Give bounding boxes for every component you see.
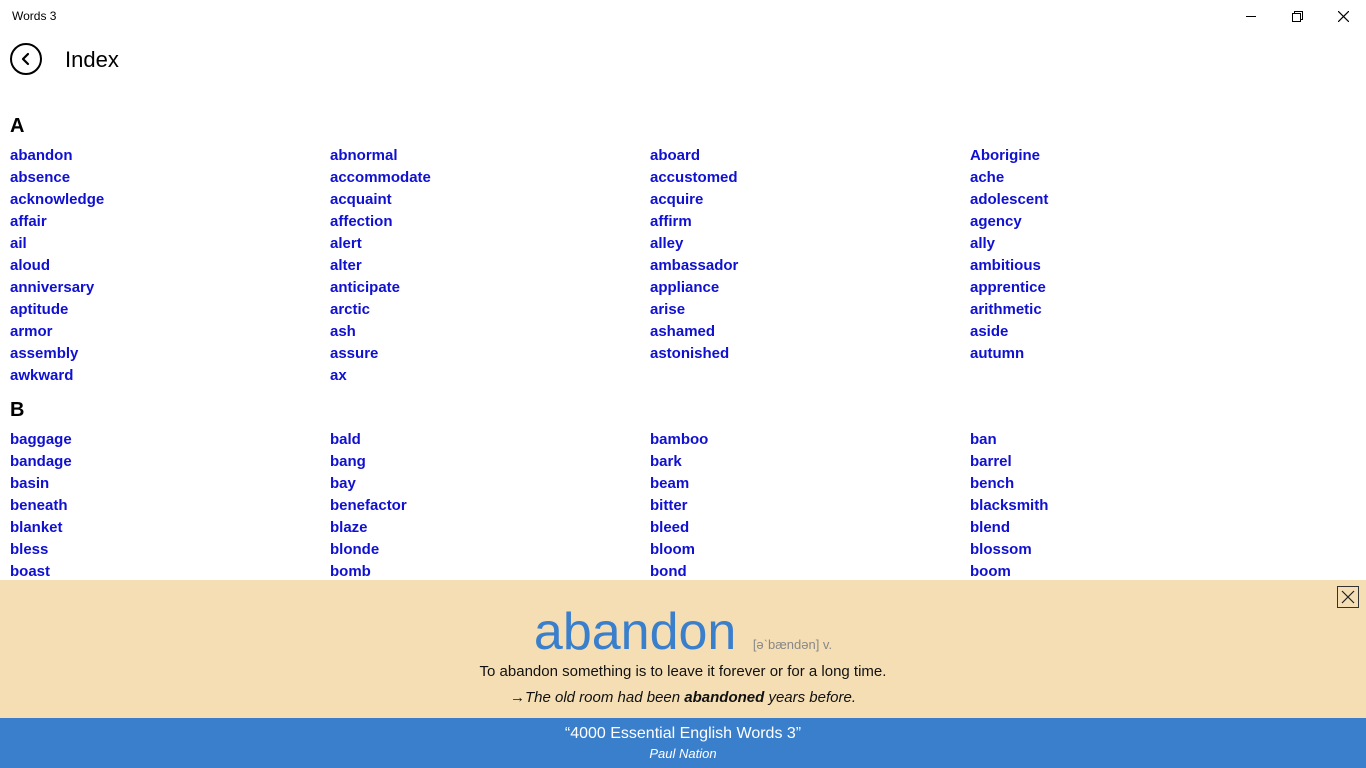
word-link[interactable]: bleed bbox=[650, 519, 690, 536]
definition-word: abandon bbox=[533, 603, 737, 661]
word-link[interactable]: alert bbox=[330, 235, 362, 252]
word-link[interactable]: acknowledge bbox=[10, 191, 105, 208]
word-link[interactable]: bald bbox=[330, 431, 361, 448]
word-link[interactable]: aboard bbox=[650, 147, 701, 164]
word-link[interactable]: baggage bbox=[10, 431, 72, 448]
example-text-after: years before. bbox=[764, 689, 856, 706]
book-title: “4000 Essential English Words 3” bbox=[564, 725, 802, 742]
word-link[interactable]: boast bbox=[10, 563, 51, 580]
word-link[interactable]: bench bbox=[970, 475, 1015, 492]
word-link[interactable]: ash bbox=[330, 323, 356, 340]
word-link[interactable]: benefactor bbox=[330, 497, 407, 514]
word-link[interactable]: aloud bbox=[10, 257, 50, 274]
word-link[interactable]: blonde bbox=[330, 541, 380, 558]
book-author: Paul Nation bbox=[649, 746, 717, 761]
word-link[interactable]: adolescent bbox=[970, 191, 1049, 208]
word-link[interactable]: ache bbox=[970, 169, 1005, 186]
close-icon bbox=[1338, 11, 1349, 22]
back-button[interactable] bbox=[10, 43, 42, 75]
close-button[interactable] bbox=[1320, 0, 1366, 32]
page-title: Index bbox=[65, 47, 119, 72]
word-link[interactable]: bandage bbox=[10, 453, 72, 470]
word-link[interactable]: blaze bbox=[330, 519, 368, 536]
app-title: Words 3 bbox=[12, 9, 57, 23]
page-header bbox=[0, 40, 600, 82]
word-link[interactable]: acquaint bbox=[330, 191, 392, 208]
footer-banner bbox=[0, 718, 1366, 768]
word-link[interactable]: acquire bbox=[650, 191, 704, 208]
word-link[interactable]: boom bbox=[970, 563, 1011, 580]
word-link[interactable]: bang bbox=[330, 453, 366, 470]
minimize-button[interactable] bbox=[1228, 0, 1274, 32]
word-link[interactable]: assembly bbox=[10, 345, 79, 362]
word-link[interactable]: autumn bbox=[970, 345, 1025, 362]
word-link[interactable]: appliance bbox=[650, 279, 720, 296]
word-link[interactable]: anticipate bbox=[330, 279, 401, 296]
word-link[interactable]: armor bbox=[10, 323, 53, 340]
word-link[interactable]: barrel bbox=[970, 453, 1012, 470]
word-link[interactable]: bomb bbox=[330, 563, 371, 580]
word-link[interactable]: abandon bbox=[10, 147, 73, 164]
word-link[interactable]: awkward bbox=[10, 367, 74, 384]
word-link[interactable]: bay bbox=[330, 475, 356, 492]
word-link[interactable]: accustomed bbox=[650, 169, 738, 186]
arrow-left-icon bbox=[19, 52, 33, 66]
word-link[interactable]: ail bbox=[10, 235, 27, 252]
word-link[interactable]: alley bbox=[650, 235, 684, 252]
definition-meaning: To abandon something is to leave it forever or for a long time. bbox=[479, 663, 887, 680]
restore-button[interactable] bbox=[1274, 0, 1320, 32]
word-link[interactable]: blanket bbox=[10, 519, 63, 536]
word-link[interactable]: bamboo bbox=[650, 431, 709, 448]
word-link[interactable]: beneath bbox=[10, 497, 68, 514]
word-link[interactable]: ban bbox=[970, 431, 997, 448]
word-link[interactable]: absence bbox=[10, 169, 71, 186]
word-link[interactable]: affirm bbox=[650, 213, 692, 230]
definition-example bbox=[0, 689, 1366, 706]
word-link[interactable]: bond bbox=[650, 563, 687, 580]
minimize-icon bbox=[1246, 11, 1256, 21]
word-link[interactable]: ally bbox=[970, 235, 996, 252]
definition-headword-line bbox=[0, 602, 1366, 662]
word-link[interactable]: ambitious bbox=[970, 257, 1041, 274]
phonetic-text: [əˋbændən] v. bbox=[752, 637, 833, 652]
word-link[interactable]: affair bbox=[10, 213, 47, 230]
restore-icon bbox=[1292, 11, 1303, 22]
word-link[interactable]: affection bbox=[330, 213, 393, 230]
word-link[interactable]: bark bbox=[650, 453, 682, 470]
word-link[interactable]: blossom bbox=[970, 541, 1032, 558]
word-link[interactable]: basin bbox=[10, 475, 50, 492]
section-heading: A bbox=[10, 115, 25, 137]
word-link[interactable]: anniversary bbox=[10, 279, 95, 296]
word-link[interactable]: astonished bbox=[650, 345, 730, 362]
word-link[interactable]: blend bbox=[970, 519, 1010, 536]
word-link[interactable]: bless bbox=[10, 541, 49, 558]
word-link[interactable]: ashamed bbox=[650, 323, 716, 340]
title-bar bbox=[0, 0, 1366, 32]
section-heading: B bbox=[10, 399, 25, 421]
word-link[interactable]: arithmetic bbox=[970, 301, 1042, 318]
word-link[interactable]: arctic bbox=[330, 301, 371, 318]
word-link[interactable]: Aborigine bbox=[970, 147, 1040, 164]
word-link[interactable]: apprentice bbox=[970, 279, 1046, 296]
definition-panel bbox=[0, 580, 1366, 718]
word-link[interactable]: alter bbox=[330, 257, 362, 274]
word-link[interactable]: accommodate bbox=[330, 169, 431, 186]
word-link[interactable]: abnormal bbox=[330, 147, 398, 164]
word-link[interactable]: arise bbox=[650, 301, 686, 318]
word-link[interactable]: aptitude bbox=[10, 301, 69, 318]
word-link[interactable]: bloom bbox=[650, 541, 695, 558]
word-link[interactable]: agency bbox=[970, 213, 1022, 230]
word-link[interactable]: bitter bbox=[650, 497, 688, 514]
example-text-before: The old room had been bbox=[524, 689, 685, 706]
word-link[interactable]: aside bbox=[970, 323, 1009, 340]
word-link[interactable]: ax bbox=[330, 367, 347, 384]
word-link[interactable]: beam bbox=[650, 475, 690, 492]
example-highlight: abandoned bbox=[684, 689, 765, 706]
word-link[interactable]: ambassador bbox=[650, 257, 739, 274]
word-link[interactable]: blacksmith bbox=[970, 497, 1049, 514]
word-index[interactable] bbox=[0, 110, 1366, 580]
word-link[interactable]: assure bbox=[330, 345, 379, 362]
arrow-right-icon: → bbox=[509, 689, 525, 706]
